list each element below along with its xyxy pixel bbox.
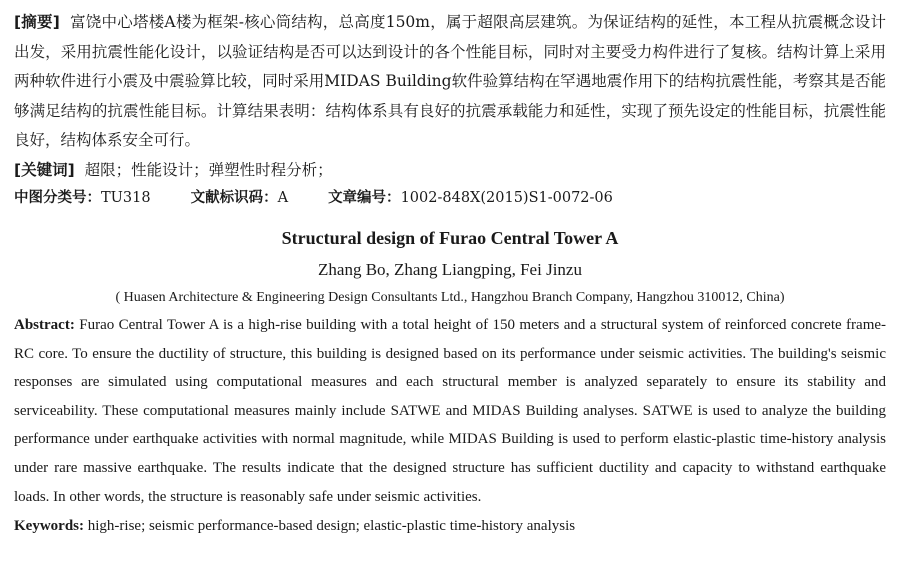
zh-keywords-label: [关键词] xyxy=(14,160,75,179)
zh-keywords xyxy=(14,156,886,186)
classification-value: TU318 xyxy=(101,190,151,206)
article-number-value: 1002-848X(2015)S1-0072-06 xyxy=(400,190,613,206)
english-abstract xyxy=(14,311,886,511)
zh-keywords-text: 超限；性能设计；弹塑性时程分析； xyxy=(84,160,333,179)
english-title: Structural design of Furao Central Tower A xyxy=(281,228,619,248)
english-affiliation: ( Huasen Architecture & Engineering Design Consultants Ltd., Hangzhou Branch Company, Hangzhou 310012, China) xyxy=(115,290,785,305)
english-abstract-label: Abstract: xyxy=(14,317,75,333)
english-keywords xyxy=(14,513,886,539)
english-abstract-text: Furao Central Tower A is a high-rise building with a total height of 150 meters and a structural system of reinforced concrete frame-RC core. To ensure the ductility of structure, this building is designed based on its performance under seismic activities. The building's seismic responses are simulated using computational measures and each structural member is analyzed separately to ensure its stability and serviceability. These computational measures mainly include SATWE and MIDAS Building analyses. SATWE is used to analyze the building performance under earthquake activities with normal magnitude, while MIDAS Building is used to perform elastic-plastic time-history analysis under rare massive earthquake. The results indicate that the designed structure has sufficient ductility and capacity to withstand earthquake loads. In other words, the structure is reasonably safe under seismic activities. xyxy=(14,317,887,505)
english-authors: Zhang Bo, Zhang Liangping, Fei Jinzu xyxy=(318,260,582,279)
classification-number xyxy=(14,185,151,211)
document-code-value: A xyxy=(277,190,289,206)
english-keywords-text: high-rise; seismic performance-based design; elastic-plastic time-history analysis xyxy=(87,518,576,535)
zh-abstract-text: 富饶中心塔楼A楼为框架-核心筒结构，总高度150m，属于超限高层建筑。为保证结构的延性，本工程从抗震概念设计出发，采用抗震性能化设计，以验证结构是否可以达到设计的各个性能目标，同时对主要受力构件进行了复核。结构计算上采用两种软件进行小震及中震验算比较，同时采用MIDAS Building软件验算结构在罕遇地震作用下的结构抗震性能，考察其是否能够满足结构的抗震性能目标。计算结果表明：结构体系具有良好的抗震承载能力和延性，实现了预先设定的性能目标，抗震性能良好，结构体系安全可行。 xyxy=(14,13,886,149)
article-number-label: 文章编号： xyxy=(328,190,401,206)
classification-label: 中图分类号： xyxy=(14,190,101,206)
document-code xyxy=(191,185,288,211)
english-keywords-label: Keywords: xyxy=(14,518,84,535)
article-number xyxy=(328,185,613,211)
zh-abstract-label: [摘要] xyxy=(14,13,60,31)
classification-line xyxy=(14,185,886,211)
zh-abstract xyxy=(14,8,886,156)
document-code-label: 文献标识码： xyxy=(190,190,278,206)
